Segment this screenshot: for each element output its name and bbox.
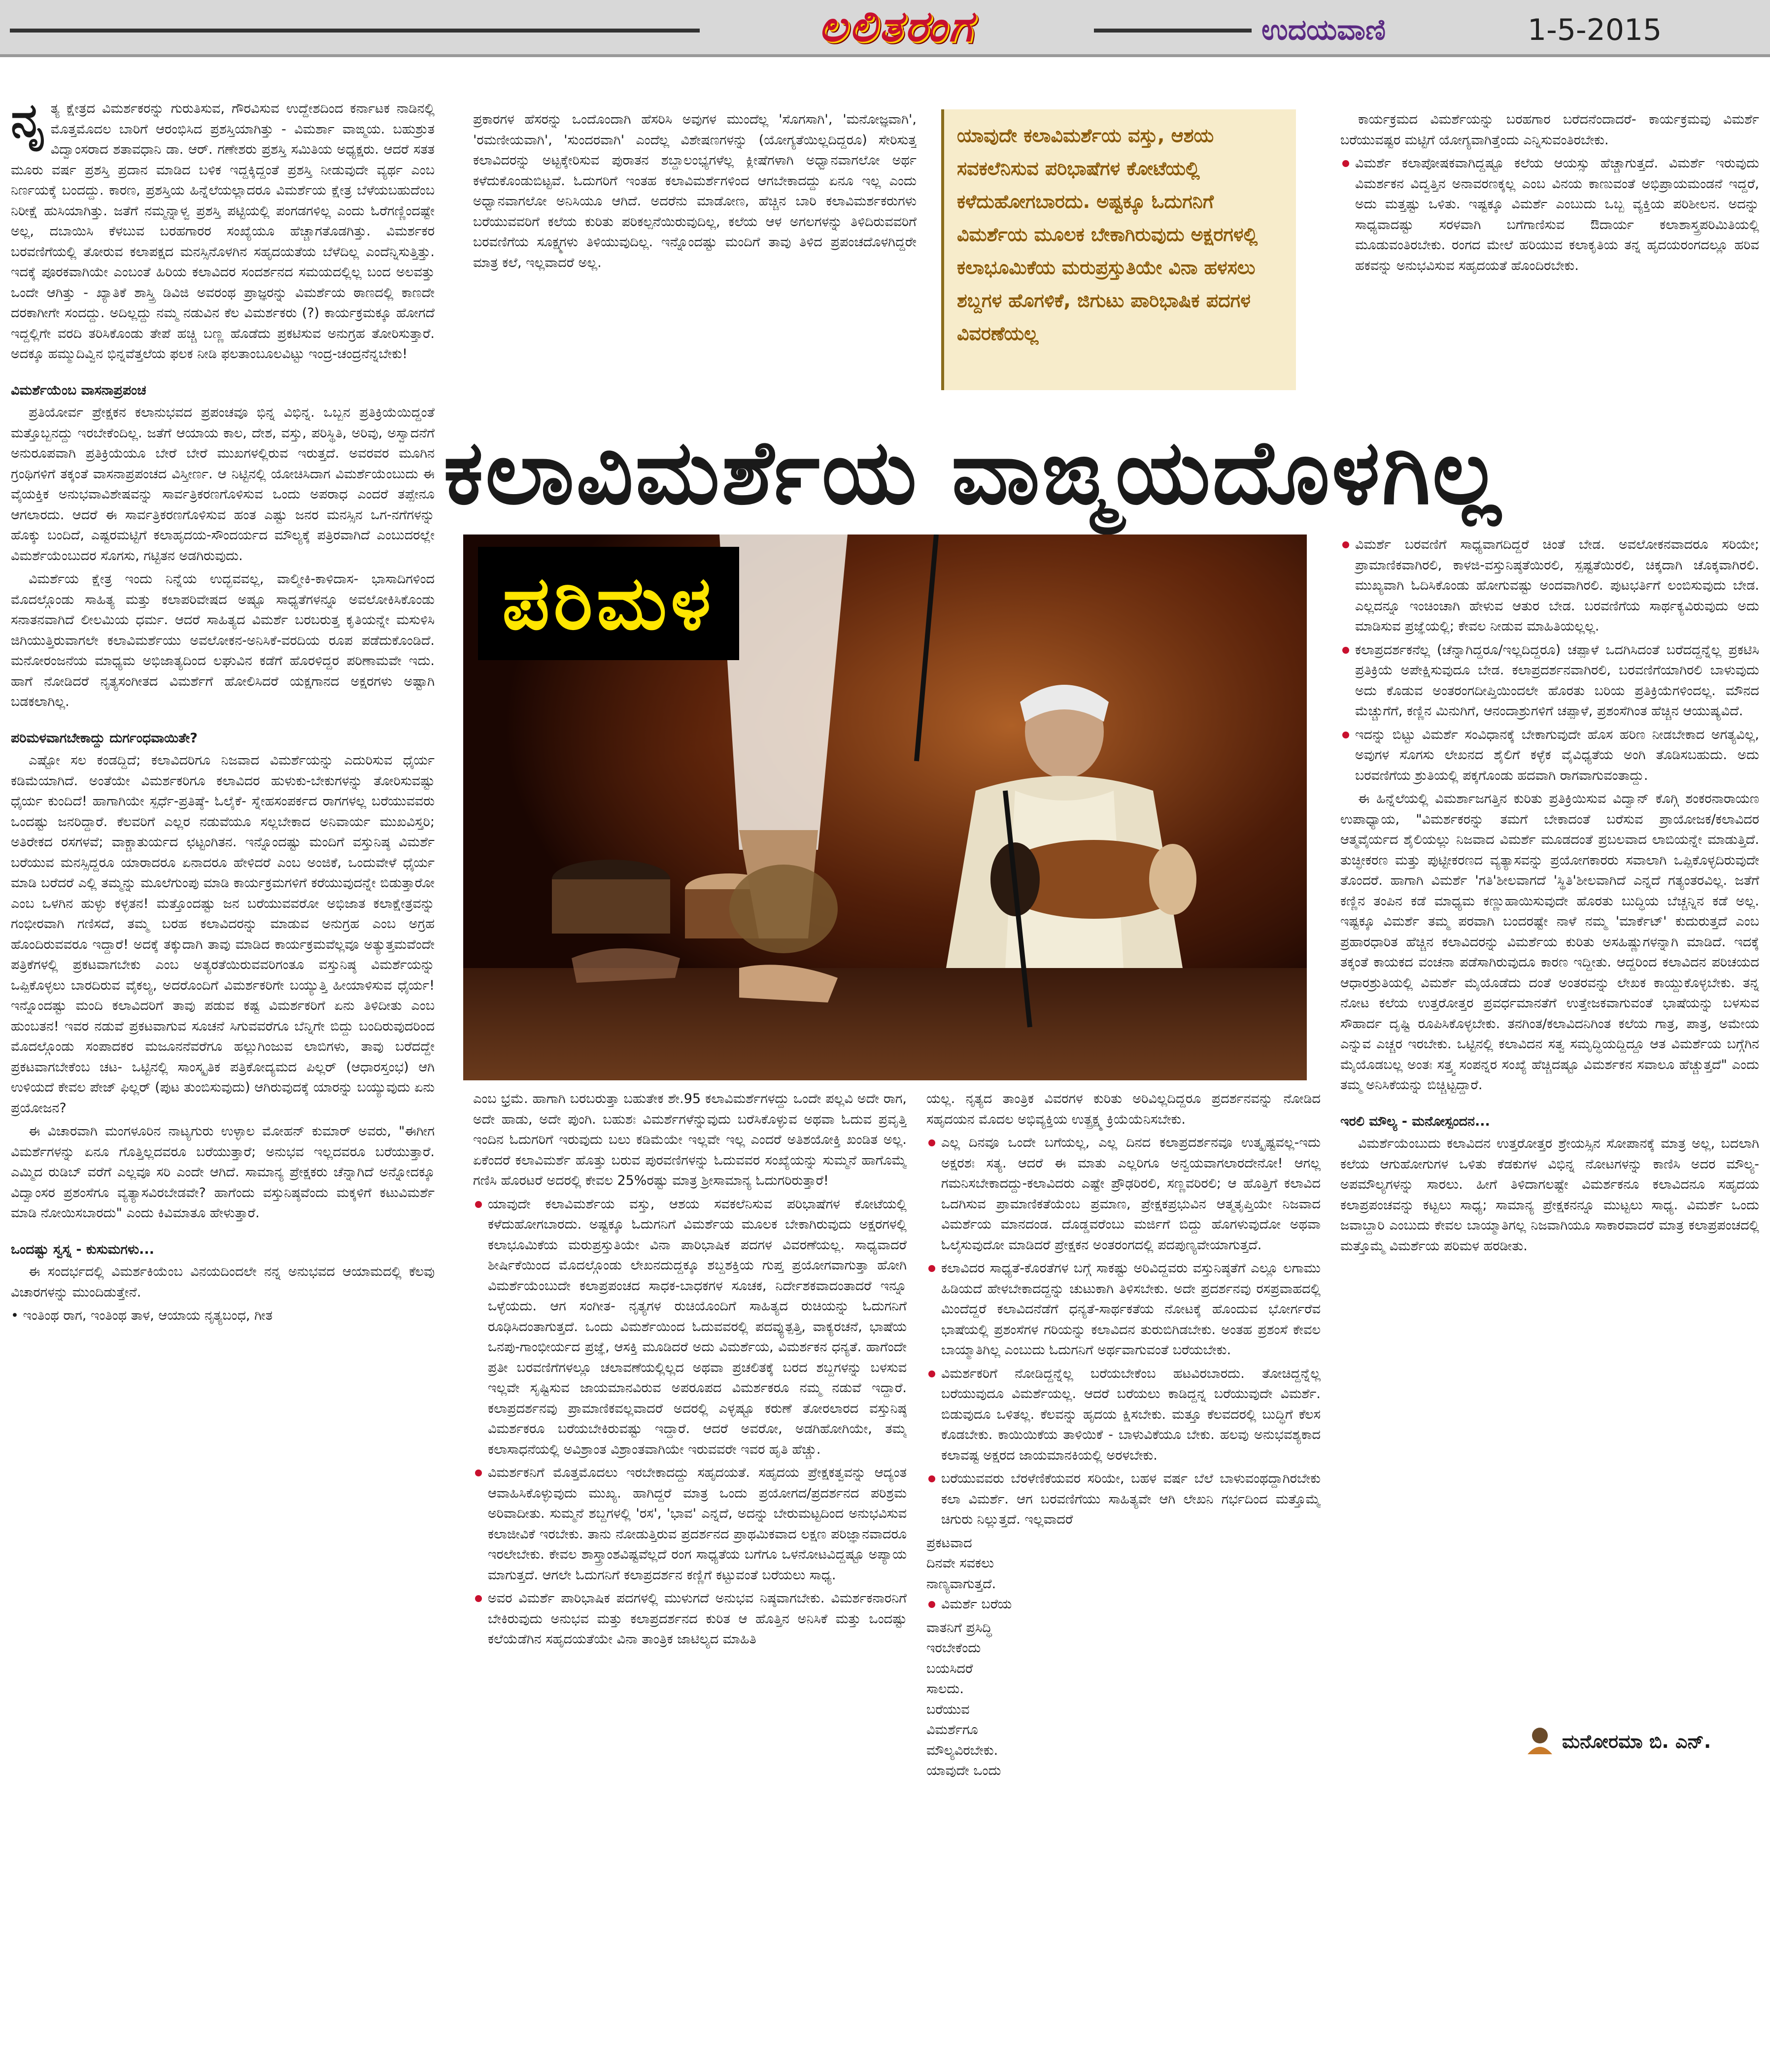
drop-cap: ನೃ [11,99,46,148]
column-4-top [1340,109,1759,405]
column-2-bottom [473,1089,907,2064]
paragraph: • ಇಂತಿಂಥ ರಾಗ, ಇಂತಿಂಥ ತಾಳ, ಆಯಾಯ ನೃತ್ಯಬಂಧ, ಗೀತ [11,1308,273,1323]
bullet-item: ಎಲ್ಲ ದಿನವೂ ಒಂದೇ ಬಗೆಯಲ್ಲ, ಎಲ್ಲ ದಿನದ ಕಲಾಪ್ರದರ್ಶನವೂ ಉತ್ಕೃಷ್ಟವಲ್ಲ-ಇದು ಅಕ್ಷರಶಃ ಸತ್ಯ. ಆದರೆ ಈ ಮಾತು ಎಲ್ಲರಿಗೂ ಅನ್ವಯವಾಗಲಾರದೇನೋ! ಆಗಲ್ಲ ಗಮನಿಸಬೇಕಾದದ್ದು-ಕಲಾವಿದರು ಎಷ್ಟೇ ಪ್ರೌಢರಿರಲಿ, ಸಣ್ಣವರಿರಲಿ; ಆ ಹೊತ್ತಿಗೆ ಕಲಾವಿದ ಒದಗಿಸುವ ಪ್ರಾಮಾಣಿಕತೆಯೆಂಬ ಪ್ರಮಾಣ, ಪ್ರೇಕ್ಷಕಪ್ರಭುವಿನ ಆತ್ಮತೃಪ್ತಿಯೇ ನಿಜವಾದ ವಿಮರ್ಶೆಯ ಮಾನದಂಡ. ದೊಡ್ಡವರೆಂಬು ಮರ್ಜಿಗೆ ಬಿದ್ದು ಹೊಗಳುವುದೋ ಅಥವಾ ಓಲೈಸುವುದೋ ಮಾಡಿದರೆ ಪ್ರೇಕ್ಷಕನ ಅಂತರಂಗದಲ್ಲಿ ಪದಪುಣ್ಯವೇಯಾಗುತ್ತದೆ. [926,1133,1321,1255]
line-item: ಯಾವುದೇ ಒಂದು [926,1763,1001,1778]
paragraph: ಕಾರ್ಯಕ್ರಮದ ವಿಮರ್ಶೆಯನ್ನು ಬರಹಗಾರ ಬರೆದನೆಂದಾದರೆ- ಕಾರ್ಯಕ್ರಮವು ವಿಮರ್ಶೆ ಬರೆಯುವಷ್ಟರ ಮಟ್ಟಿಗೆ ಯೋಗ್ಯವಾಗಿತ್ತೆಂದು ಎನ್ನಿಸುವಂತಿರಬೇಕು. [1340,112,1759,148]
ankle-bells [729,865,838,953]
line-item: ಮೌಲ್ಯವಿರಬೇಕು. [926,1742,998,1758]
section-title: ಲಲಿತರಂಗ [818,2,975,51]
author-avatar-icon [1523,1722,1557,1756]
column-4-bottom [1340,535,1759,1717]
bullet-item: ಇದನ್ನು ಬಿಟ್ಟು ವಿಮರ್ಶೆ ಸಂವಿಧಾನಕ್ಕೆ ಬೇಕಾಗುವುದೇ ಹೊಸ ಹರಿಣ ನೀಡಬೇಕಾದ ಅಗತ್ಯವಿಲ್ಲ, ಅವುಗಳ ಸೊಗಸು ಲೇಖನದ ಶೈಲಿಗೆ ಕಳ್ಳೆಕ ವೈವಿಧ್ಯತೆಯ ಅಂಗಿ ತೊಡಿಸಬಹುದು. ಅದು ಬರವಣಿಗೆಯ ಶ್ರುತಿಯಲ್ಲಿ ಪಕ್ಕಗೊಂಡು ಹದವಾಗಿ ರಾಗವಾಗುವಂತಾದ್ದು. [1340,725,1759,786]
kicker-label: ಪರಿಮಳ [478,547,739,660]
bullet-item: ವಿಮರ್ಶೆ ಕಲಾಪೋಷಕವಾಗಿದ್ದಷ್ಟೂ ಕಲೆಯ ಆಯಸ್ಸು ಹೆಚ್ಚಾಗುತ್ತದೆ. ವಿಮರ್ಶೆ ಇರುವುದು ವಿಮರ್ಶಕನ ವಿದ್ವತ್ತಿನ ಅನಾವರಣಕ್ಕಲ್ಲ ಎಂಬ ವಿನಯ ಕಾಣುವಂತೆ ಅಭಿಪ್ರಾಯಮಂಡನೆ ಇದ್ದರೆ, ಅದು ಮತ್ತಷ್ಟು ಒಳಿತು. ಇಷ್ಟಕ್ಕೂ ವಿಮರ್ಶೆ ಎಂಬುದು ಒಬ್ಬ ವ್ಯಕ್ತಿಯ ಪರಿಶೀಲನ. ಅದನ್ನು ಸಾಧ್ಯವಾದಷ್ಟು ಸರಳವಾಗಿ ಬಗೆಗಾಣಿಸುವ ಔದಾರ್ಯ ಕಲಾಶಾಸ್ತ್ರಪರಿಮಿತಿಯಲ್ಲಿ ಮೂಡುವಂತಿರಬೇಕು. ರಂಗದ ಮೇಲೆ ಹರಿಯುವ ಕಲಾಕೃತಿಯ ತನ್ನ ಹೃದಯರಂಗದಲ್ಲೂ ಹರಿವ ಹಕವನ್ನು ಅನುಭವಿಸುವ ಸಹೃದಯತೆ ಹೊಂದಿರಬೇಕು. [1340,153,1759,276]
issue-date: 1-5-2015 [1528,13,1662,47]
byline: ಮನೋರಮಾ ಬಿ. ಎನ್. [1562,1731,1711,1752]
subhead: ಒಂದಷ್ಟು ಸ್ವಸ್ನ - ಕುಸುಮಗಳು... [11,1241,154,1257]
headline: ಕಲಾವಿಮರ್ಶೆಯ ವಾಙ್ಮಯದೊಳಗಿಲ್ಲ [443,421,1502,524]
paragraph: ಈ ಹಿನ್ನೆಲೆಯಲ್ಲಿ ವಿಮರ್ಶಾಜಗತ್ತಿನ ಕುರಿತು ಪ್ರತಿಕ್ರಿಯಿಸುವ ವಿದ್ವಾನ್ ಕೊಗ್ಗಿ ಶಂಕರನಾರಾಯಣ ಉಪಾಧ್ಯಾಯ, "ವಿಮರ್ಶಕರನ್ನು ತಮಗೆ ಬೇಕಾದಂತೆ ಬರೆಸುವ ಪ್ರಾಯೋಜಕ/ಕಲಾವಿದರ ಆತ್ಮವೈರ್ಯದ ಶೈಲಿಯಲ್ಲು ನಿಜವಾದ ವಿಮರ್ಶೆ ಮೂಡದಂತೆ ಪ್ರಬಲವಾದ ಲಾಬಿಯನ್ನೇ ಮಾಡುತ್ತಿದೆ. ತುಚ್ಛೀಕರಣ ಮತ್ತು ಪುಟ್ಟೀಕರಣದ ವ್ಯತ್ಯಾಸವನ್ನು ಪ್ರಯೋಗಕಾರರು ಸವಾಲಾಗಿ ಒಪ್ಪಿಕೊಳ್ಳದಿರುವುದೇ ತೊಂದರೆ. ಹಾಗಾಗಿ ವಿಮರ್ಶೆ 'ಗತಿ'ಶೀಲವಾಗದೆ 'ಸ್ಥಿತಿ'ಶೀಲವಾಗಿದೆ ಎನ್ನದೆ ಗತ್ಯಂತರವಿಲ್ಲ. ಜತೆಗೆ ಕಣ್ಣಿನ ತಂಪಿನ ಕಡೆ ಮಾಧ್ಯಮ ಕಣ್ಣುಹಾಯಿಸುವುದೇ ಹೊರತು ಬುದ್ಧಿಯ ಬೆಚ್ಚನ್ನಿನ ಕಡೆ ಅಲ್ಲ. ಇಷ್ಟಕ್ಕೂ ವಿಮರ್ಶೆ ತಮ್ಮ ಪರವಾಗಿ ಬಂದರಷ್ಟೇ ನಾಳೆ ನಮ್ಮ 'ಮಾರ್ಕೆಟ್' ಕುದುರುತ್ತದೆ ಎಂಬ ಪ್ರಹಾರಧಾರಿತ ಹೆಚ್ಚಿನ ಕಲಾವಿದರನ್ನು ವಿಮರ್ಶೆಯ ಕುರಿತು ಅಸಹಿಷ್ಣುಗಳನ್ನಾಗಿ ಮಾಡಿದೆ. ಇದಕ್ಕೆ ತಕ್ಕಂತೆ ಕಾಯಕದ ವಂಚನಾ ಪಡೆಸಾಗಿರುವುದೂ ಕಾರಣ ಇದ್ದೀತು. ಆದ್ದರಿಂದ ಕಲಾವಿದನ ಪರಿಚಯದ ಆಧಾರಶ್ರುತಿಯಲ್ಲಿ ವಿಮರ್ಶೆ ಮೈಯೊಡೆದು ದಂತೆ ಅಂತರವನ್ನು ಲೇಖಕ ಕಾಯ್ದುಕೊಳ್ಳಬೇಕು. ತನ್ನ ನೋಟ ಕಲೆಯ ಉತ್ತರೋತ್ತರ ಪ್ರವರ್ಧಮಾನತೆಗೆ ಉತ್ತೇಜಕವಾಗುವಂತೆ ಭಾಷೆಯನ್ನು ಬಳಸುವ ಸೌಹಾರ್ದ ದೃಷ್ಟಿ ರೂಪಿಸಿಕೊಳ್ಳಬೇಕು. ತನಗಿಂತ/ಕಲಾವಿದನಿಗಿಂತ ಕಲೆಯ ಗಾತ್ರ, ಪಾತ್ರ, ಅಮೇಯ ಎನ್ನುವ ಎಚ್ಚರ ಇರಬೇಕು. ಒಟ್ಟಿನಲ್ಲಿ ಕಲಾವಿದನ ಸತ್ವ ಸಮೃದ್ಧಿಯದ್ದಿದ್ದೂ ಆತ ವಿಮರ್ಶೆಯ ಬಗ್ಗೆಗಿನ ಮೈಯೊಡಬಲ್ಲ ಅಂತಃ ಸತ್ತ್ವ ಸಂಪನ್ನರ ಸಂಖ್ಯೆ ಹೆಚ್ಚಿದಷ್ಟೂ ವಿಮರ್ಶಕನ ಸವಾಲೂ ಹೆಚ್ಚುತ್ತದೆ" ಎಂದು ತಮ್ಮ ಅನಿಸಿಕೆಯನ್ನು ಬಿಚ್ಚಿಟ್ಟದ್ದಾರೆ. [1340,791,1759,1093]
bullet-item: ಕಲಾವಿದರ ಸಾಧ್ಯತೆ-ಕೊರತೆಗಳ ಬಗ್ಗೆ ಸಾಕಷ್ಟು ಅರಿವಿದ್ದವರು ವಸ್ತುನಿಷ್ಠತೆಗೆ ಎಲ್ಲೂ ಲಗಾಮು ಹಿಡಿಯದೆ ಹೇಳಬೇಕಾದದ್ದನ್ನು ಚುಟುಕಾಗಿ ತಿಳಿಸಬೇಕು. ಅದೇ ಪ್ರದರ್ಶನವು ರಸಪ್ರವಾಹದಲ್ಲಿ ಮಿಂದೆದ್ದರೆ ಕಲಾವಿದನೆಡೆಗೆ ಧನ್ಯತೆ-ಸಾರ್ಥಕತೆಯ ನೋಟಕ್ಕೆ ಹೊಂದುವ ಭೋರ್ಗರೆವ ಭಾಷೆಯಲ್ಲಿ ಪ್ರಶಂಸೆಗಳ ಗರಿಯನ್ನು ಕಲಾವಿದನ ತುರುಬಿಗಿಡಬೇಕು. ಅಂತಹ ಪ್ರಶಂಸೆ ಕೇವಲ ಬಾಯ್ಮಾತಿಗಿಲ್ಲ ಎಂಬುದು ಓದುಗನಿಗೆ ಅರ್ಥವಾಗುವಂತೆ ಬರೆಯಬೇಕು. [926,1258,1321,1361]
bullet-list [926,1133,1321,1530]
bullet-list [1340,153,1759,276]
bullet-item: ವಿಮರ್ಶಕನಿಗೆ ಮೊತ್ತಮೊದಲು ಇರಬೇಕಾದದ್ದು ಸಹೃದಯತೆ. ಸಹೃದಯ ಪ್ರೇಕ್ಷಕತ್ವವನ್ನು ಆದ್ಯಂತ ಆವಾಹಿಸಿಕೊಳ್ಳುವುದು ಮುಖ್ಯ. ಹಾಗಿದ್ದರೆ ಮಾತ್ರ ಒಂದು ಪ್ರಯೋಗದ/ಪ್ರದರ್ಶನದ ಪರಿಶ್ರಮ ಅರಿವಾದೀತು. ಸುಮ್ಮನೆ ಶಬ್ದಗಳಲ್ಲಿ 'ರಸ', 'ಭಾವ' ಎನ್ನದೆ, ಅದನ್ನು ಬೇರುಮಟ್ಟದಿಂದ ಅನುಭವಿಸುವ ಕಲಾಜೀವಿಕೆ ಇರಬೇಕು. ತಾನು ನೋಡುತ್ತಿರುವ ಪ್ರದರ್ಶನದ ಪ್ರಾಥಮಿಕವಾದ ಲಕ್ಷಣ ಪರಿಜ್ಞಾನವಾದರೂ ಇರಲೇಬೇಕು. ಕೇವಲ ಶಾಸ್ತ್ರಾಂಶವಿಷ್ಟವೆಲ್ಲದೆ ರಂಗ ಸಾಧ್ಯತೆಯ ಬಗೆಗೂ ಒಳನೋಟವಿದ್ದಷ್ಟೂ ಅಪ್ಯಾಯ ಮಾಗುತ್ತದೆ. ಆಗಲೇ ಓದುಗನಿಗೆ ಕಲಾಪ್ರದರ್ಶನ ಕಣ್ಣಿಗೆ ಕಟ್ಟುವಂತೆ ಬರೆಯಲು ಸಾಧ್ಯ. [473,1463,907,1585]
bullet-item: ವಿಮರ್ಶೆ ಬರವಣಿಗೆ ಸಾಧ್ಯವಾಗದಿದ್ದರೆ ಚಿಂತೆ ಬೇಡ. ಅವಲೋಕನವಾದರೂ ಸರಿಯೇ; ಪ್ರಾಮಾಣಿಕವಾಗಿರಲಿ, ಕಾಳಜಿ-ವಸ್ತುನಿಷ್ಠತೆಯಿರಲಿ, ಸ್ಪಷ್ಟತೆಯಿರಲಿ, ಚಿಕ್ಕದಾಗಿ ಚೊಕ್ಕವಾಗಿರಲಿ. ಮುಖ್ಯವಾಗಿ ಓದಿಸಿಕೊಂಡು ಹೋಗುವಷ್ಟು ಅಂದವಾಗಿರಲಿ. ಪುಟಭರ್ತಿಗೆ ಲಂಬಿಸುವುದು ಬೇಡ. ಎಲ್ಲದನ್ನೂ ಇಂಚಿಂಚಾಗಿ ಹೇಳುವ ಆತುರ ಬೇಡ. ಬರವಣಿಗೆಯ ಸಾರ್ಥಕ್ಯವಿರುವುದು ಅದು ಮಾಡಿಸುವ ಪ್ರಜ್ಞೆಯಲ್ಲಿ; ಕೇವಲ ನೀಡುವ ಮಾಹಿತಿಯಲ್ಲಲ್ಲ. [1340,535,1759,637]
bullet-item: ಬರೆಯುವವರು ಬೆರಳೆಣಿಕೆಯವರ ಸರಿಯೇ, ಬಹಳ ವರ್ಷ ಬೆಲೆ ಬಾಳುವಂಥದ್ದಾಗಿರಬೇಕು ಕಲಾ ವಿಮರ್ಶೆ. ಆಗ ಬರವಣಿಗೆಯು ಸಾಹಿತ್ಯವೇ ಆಗಿ ಲೇಖನಿ ಗರ್ಭದಿಂದ ಮತ್ತೊಮ್ಮೆ ಚಿಗುರು ನಿಲ್ಲುತ್ತದೆ. ಇಲ್ಲವಾದರೆ [926,1469,1321,1530]
paragraph: ಈ ವಿಚಾರವಾಗಿ ಮಂಗಳೂರಿನ ನಾಟ್ಯಗುರು ಉಳ್ಳಾಲ ಮೋಹನ್ ಕುಮಾರ್ ಅವರು, "ಈಗೀಗ ವಿಮರ್ಶೆಗಳನ್ನು ಏನೂ ಗೊತ್ತಿಲ್ಲದವರೂ ಬರೆಯುತ್ತಾರೆ; ಅನುಭವ ಇಲ್ಲದವರೂ ಬರೆಯುತ್ತಾರೆ. ಎಮ್ಮಿದ ರುಡಿಬ್‍ ವರೆಗೆ ಎಲ್ಲವೂ ಸರಿ ಎಂದೇ ಆಗಿದೆ. ಸಾಮಾನ್ಯ ಪ್ರೇಕ್ಷಕರು ಚೆನ್ನಾಗಿದೆ ಅನ್ನೋದಕ್ಕೂ ವಿದ್ವಾಂಸರ ಪ್ರಶಂಸೆಗೂ ವ್ಯತ್ಯಾಸವಿರಬೇಡವೇ? ಹಾಗೆಂದು ವಸ್ತುನಿಷ್ಠವೆಂದು ಮಕ್ಕಳಿಗೆ ಕಟುವಿಮರ್ಶೆ ಮಾಡಿ ನೋಯಿಸಬಾರದು" ಎಂದು ಕಿವಿಮಾತೂ ಹೇಳುತ್ತಾರೆ. [11,1124,435,1221]
line-item: ಸಾಲದು. [926,1681,964,1697]
bullet-item: ಕಲಾಪ್ರದರ್ಶಕನೆಲ್ಲ (ಚೆನ್ನಾಗಿದ್ದರೂ/ಇಲ್ಲದಿದ್ದರೂ) ಚಪ್ಪಾಳೆ ಒದಗಿಸಿದಂತೆ ಬರೆದದ್ದನ್ನೆಲ್ಲ ಪ್ರಕಟಿಸಿ ಪ್ರತಿಕ್ರಿಯೆ ಅಪೇಕ್ಷಿಸುವುದೂ ಬೇಡ. ಕಲಾಪ್ರದರ್ಶನವಾಗಿರಲಿ, ಬರವಣಿಗೆಯಾಗಿರಲಿ ಬಾಳುವುದು ಅದು ಕೊಡುವ ಅಂತರಂಗದೀಪ್ತಿಯಿಂದಲೇ ಹೊರತು ಬರಿಯ ಪ್ರತಿಕ್ರಿಯೆಗಳಿಂದಲ್ಲ. ಮೌನದ ಮೆಚ್ಚುಗೆಗೆ, ಕಣ್ಣಿನ ಮಿನುಗಿಗೆ, ಆನಂದಾಶ್ರುಗಳಿಗೆ ಚಪ್ಪಾಳೆ, ಪ್ರಶಂಸೆಗಿಂತ ಹೆಚ್ಚಿನ ಆಯುಷ್ಯವಿದೆ. [1340,640,1759,722]
paragraph: ಯಲ್ಲ. ನೃತ್ಯದ ತಾಂತ್ರಿಕ ವಿವರಗಳ ಕುರಿತು ಅರಿವಿಲ್ಲದಿದ್ದರೂ ಪ್ರದರ್ಶನವನ್ನು ನೋಡಿದ ಸಹೃದಯನ ಮೊದಲ ಅಭಿವ್ಯಕ್ತಿಯ ಉತ್ಪ್ರಕ್ಷ್ಮ ಕ್ರಿಯೆಯೆನಿಸಬೇಕು. [926,1091,1321,1127]
newspaper-name: ಉದಯವಾಣಿ [1261,13,1386,46]
paragraph: ಎಷ್ಟೋ ಸಲ ಕಂಡದ್ದಿದೆ; ಕಲಾವಿದರಿಗೂ ನಿಜವಾದ ವಿಮರ್ಶೆಯನ್ನು ಎದುರಿಸುವ ಧೈರ್ಯ ಕಡಿಮೆಯಾಗಿದೆ. ಅಂತೆಯೇ ವಿಮರ್ಶಕರಿಗೂ ಕಲಾವಿದರ ಹುಳುಕು-ಬೇಕುಗಳನ್ನು ತೋರಿಸುವಷ್ಟು ಧೈರ್ಯ ಕುಂದಿದೆ! ಹಾಗಾಗಿಯೇ ಸ್ಪರ್ಧೆ-ಪ್ರತಿಷ್ಠೆ- ಓಲೈಕೆ- ಸ್ನೇಹಸಂಪರ್ಕದ ರಾಗಗಳಲ್ಲ ಬರೆಯುವವರು ಒಂದಷ್ಟು ಜನರಿದ್ದಾರೆ. ಕೆಲವರಿಗೆ ಎಲ್ಲರ ನಡುವೆಯೂ ಸಲ್ಲಬೇಕಾದ ಅನಿವಾರ್ಯ ಮುಖವಿಸ್ತರಿ; ಅತಿರೇಕದ ರಸಗಳವೆ; ವಾಕ್ಚಾತುರ್ಯದ ಛಟ್ಟಂಗಿತನ. ಇನ್ನೊಂದಷ್ಟು ಮಂದಿಗೆ ವಸ್ತುನಿಷ್ಠ ವಿಮರ್ಶೆ ಬರೆಯುವ ಮನಸ್ಸಿದ್ದರೂ ಯಾರಾದರೂ ಏನಾದರೂ ಹೇಳಿದರೆ ಎಂಬ ಅಂಜಿಕೆ, ಒಂದುವೇಳೆ ಧೈರ್ಯ ಮಾಡಿ ಬರೆದರೆ ಎಲ್ಲಿ ತಮ್ಮನ್ನು ಮೂಲೆಗುಂಪು ಮಾಡಿ ಕಾರ್ಯಕ್ರಮಗಳಿಗೆ ಕರೆಯುವುದನ್ನೇ ಬಿಡುತ್ತಾರೋ ಎಂಬ ಒಳಗಿನ ಹುಳ್ಳು ಕಳ್ಳತನ! ಮತ್ತೊಂದಷ್ಟು ಜನ ಬರೆಯುವವರೋ ಅಭಿಜಾತ ಕಲಾಕ್ಷೇತ್ರವನ್ನು ಗಂಭೀರವಾಗಿ ಗಣಿಸದೆ, ತಮ್ಮ ಬರಹ ಕಲಾವಿದರನ್ನು ಮಾಡುವ ಅನುಗ್ರಹ ಎಂಬ ಅಗ್ರಹ ಹೊಂದಿರುವವರೂ ಇದ್ದಾರೆ! ಅದಕ್ಕೆ ತಕ್ಕುದಾಗಿ ತಾವು ಮಾಡಿದ ಕಾರ್ಯಕ್ರಮವೆಲ್ಲವೂ ಅತ್ಯುತ್ತಮವೆಂದೇ ಪತ್ರಿಕೆಗಳಲ್ಲಿ ಪ್ರಕಟವಾಗಬೇಕು ಎಂಬ ಅತ್ಯರತೆಯಿರುವವರಿಗಂತೂ ವಸ್ತುನಿಷ್ಠ ವಿಮರ್ಶೆಯನ್ನು ಒಪ್ಪಿಕೊಳ್ಳಲು ಬಾರದಿರುವ ವೈಕಲ್ಯ, ಅದರೊಂದಿಗೆ ವಿಮರ್ಶಕರಿಗೇ ಬಯ್ಯುತ್ತಿ ಹೀಯಾಳಿಸುವ ಧೈರ್ಯ! ಇನ್ನೊಂದಷ್ಟು ಮಂದಿ ಕಲಾವಿದರಿಗೆ ತಾವು ಪಡುವ ಕಷ್ಟ ವಿಮರ್ಶಕರಿಗೆ ಏನು ತಿಳಿದೀತು ಎಂಬ ಹುಂಬತನ! ಇವರ ನಡುವೆ ಪ್ರಕಟವಾಗುವ ಸೂಚನೆ ಸಿಗುವವರೆಗೂ ಬೆನ್ನಿಗೇ ಬಿದ್ದು ಬಂದಿರುವುದರಿಂದ ಮೊದಲ್ಗೊಂಡು ಸಂಪಾದಕರ ಮಜೂನನೆವರೆಗೂ ಹಲ್ಲುಗಿಂಜುವ ಲಾಬಿಗಳು, ತಾವು ಬರೆದದ್ದೇ ಪ್ರಕಟವಾಗಬೇಕೆಂಬ ಚಟ- ಒಟ್ಟಿನಲ್ಲಿ ಸಾಂಸ್ಕೃತಿಕ ಪತ್ರಿಕೋದ್ಯಮದ ಪಿಲ್ಲರ್ (ಆಧಾರಸ್ತಂಭ) ಆಗಿ ಉಳಿಯದೆ ಕೇವಲ ಪೇಜ್ ಫಿಲ್ಲರ್ (ಪುಟ ತುಂಬಿಸುವುದು) ಆಗಿರುವುದಕ್ಕೆ ಯಾರನ್ನು ಬಯ್ಯುವುದು ಏನು ಪ್ರಯೋಜನ? [11,753,435,1116]
line-item: ದಿನವೇ ಸವಕಲು [926,1556,994,1571]
bullet-list [473,1194,907,1650]
subhead: ವಿಮರ್ಶೆಯೆಂಬ ವಾಸನಾಪ್ರಪಂಚ [11,382,146,398]
paragraph: ವಿಮರ್ಶೆಯೆಂಬುದು ಕಲಾವಿದನ ಉತ್ತರೋತ್ತರ ಶ್ರೇಯಸ್ಸಿನ ಸೋಪಾನಕ್ಕೆ ಮಾತ್ರ ಅಲ್ಲ, ಬದಲಾಗಿ ಕಲೆಯ ಆಗುಹೋಗುಗಳ ಒಳಿತು ಕೆಡಕುಗಳ ವಿಭಿನ್ನ ನೋಟಗಳನ್ನು ಕಾಣಿಸಿ ಅದರ ಮೌಲ್ಯ-ಅಪಮೌಲ್ಯಗಳನ್ನು ಸಾರಲು. ಹೀಗೆ ತಿಳಿದಾಗಲಷ್ಟೇ ವಿಮರ್ಶಕನೂ ಕಲಾವಿದನೂ ಸಹೃದಯ ಕಲಾಪ್ರಪಂಚವನ್ನು ಕಟ್ಟಲು ಸಾಧ್ಯ; ಸಾಮಾನ್ಯ ಪ್ರೇಕ್ಷಕನನ್ನೂ ಮುಟ್ಟಲು ಸಾಧ್ಯ. ವಿಮರ್ಶೆ ಒಂದು ಜವಾಬ್ದಾರಿ ಎಂಬುದು ಕೇವಲ ಬಾಯ್ಮಾತಿಗಲ್ಲ ನಿಜವಾಗಿಯೂ ಸಾಕಾರವಾದರೆ ಮಾತ್ರ ಕಲಾಪ್ರಪಂಚದಲ್ಲಿ ಮತ್ತೊಮ್ಮೆ ವಿಮರ್ಶೆಯ ಪರಿಮಳ ಹರಡೀತು. [1340,1136,1759,1254]
line-item: ವಿಮರ್ಶೆಗೂ [926,1722,978,1738]
column-2-top [473,109,917,405]
bullet-item: ವಿಮರ್ಶಕರಿಗೆ ನೋಡಿದ್ದನ್ನೆಲ್ಲ ಬರೆಯಬೇಕೆಂಬ ಹಟವಿರಬಾರದು. ತೋಚಿದ್ದನ್ನೆಲ್ಲ ಬರೆಯುವುದೂ ವಿಮರ್ಶೆಯಲ್ಲ. ಆದರೆ ಬರೆಯಲು ಕಾಡಿದ್ದನ್ನ ಬರೆಯುವುದೇ ವಿಮರ್ಶೆ. ಬಿಡುವುದೂ ಒಳಿತಲ್ಲ. ಕೆಲವನ್ನು ಹೃದಯ ಕ್ಷಿಸಬೇಕು. ಮತ್ತೂ ಕೆಲವದರಲ್ಲಿ ಬುದ್ಧಿಗೆ ಕೆಲಸ ಕೊಡಬೇಕು. ಕಾಯಿಯಿಕೆಯ ತಾಳಿಯಿಕೆ - ಬಾಳುವಿಕೆಯೂ ಬೇಕು. ಹಲವು ಅನುಭವಶ್ಯಕಾದ ಕಲಾವಷ್ಟ ಅಕ್ಷರದ ಜಾಯಮಾನಕಿಯಲ್ಲಿ ಅರಳಬೇಕು. [926,1364,1321,1466]
line-list [926,1618,1321,1781]
masthead-rule-right [1094,29,1252,33]
line-item: ನಾಣ್ಯವಾಗುತ್ತದೆ. [926,1576,996,1592]
bullet-item: ಯಾವುದೇ ಕಲಾವಿಮರ್ಶೆಯ ವಸ್ತು, ಆಶಯ ಸವಕಲೆನಿಸುವ ಪರಿಭಾಷೆಗಳ ಕೋಟೆಯಲ್ಲಿ ಕಳೆದುಹೋಗಬಾರದು. ಅಷ್ಟಕ್ಕೂ ಓದುಗನಿಗೆ ವಿಮರ್ಶೆಯ ಮೂಲಕ ಬೇಕಾಗಿರುವುದು ಅಕ್ಷರಗಳಲ್ಲಿ ಕಲಾಭೂಮಿಕೆಯ ಮರುಪ್ರಸ್ತುತಿಯೇ ವಿನಾ ಪಾರಿಭಾಷಿಕ ಪದಗಳ ವಿವರಣೆಯಲ್ಲ. ಸಾಧ್ಯವಾದರೆ ಶೀರ್ಷಿಕೆಯಿಂದ ಮೊದಲ್ಗೊಂಡು ಲೇಖನದುದ್ದಕ್ಕೂ ಶಬ್ದಶಕ್ತಿಯ ಗುಪ್ತ ಪ್ರಯೋಗವಾಗುತ್ತಾ ಹೋಗಿ ವಿಮರ್ಶೆಯೆಂಬುದೇ ಕಲಾಪ್ರಪಂಚದ ಸಾಧಕ-ಬಾಧಕಗಳ ಸೂಚಕ, ನಿರ್ದೇಶಕವಾದಂತಾದರೆ ಇನ್ನೂ ಒಳ್ಳೆಯದು. ಆಗ ಸಂಗೀತ- ನೃತ್ಯಗಳ ರುಚಿಯೊಂದಿಗೆ ಸಾಹಿತ್ಯದ ರುಚಿಯನ್ನು ಓದುಗನಿಗೆ ರೂಢಿಸಿದಂತಾಗುತ್ತದೆ. ಒಂದು ವಿಮರ್ಶೆಯಿಂದ ಓದುವವರಲ್ಲಿ ಪದವ್ಯುತ್ಪತ್ತಿ, ವಾಕ್ಯರಚನೆ, ಭಾಷೆಯ ಒನಪು-ಗಾಂಭೀರ್ಯದ ಪ್ರಜ್ಞೆ, ಆಸಕ್ತಿ ಮೂಡಿದರೆ ಅದು ವಿಮರ್ಶೆಯ, ವಿಮರ್ಶಕನ ಧನ್ಯತೆ. ಹಾಗೆಂದೇ ಪ್ರತೀ ಬರವಣಿಗೆಗಳಲ್ಲೂ ಚಲಾವಣೆಯಲ್ಲಿಲ್ಲದ ಅಥವಾ ಪ್ರಚಲಿತಕ್ಕೆ ಬರದ ಶಬ್ದಗಳನ್ನು ಬಳಸುವ ಇಲ್ಲವೇ ಸೃಷ್ಟಿಸುವ ಜಾಯಮಾನವಿರುವ ಅಪರೂಪದ ವಿಮರ್ಶಕರೂ ನಮ್ಮ ನಡುವೆ ಇದ್ದಾರೆ. ಕಲಾಪ್ರದರ್ಶನವು ಪ್ರಾಮಾಣಿಕವಲ್ಲವಾದರೆ ಅದರಲ್ಲಿ ಎಳ್ಳಷ್ಟೂ ಕರುಣೆ ತೋರಲಾರದ ವಸ್ತುನಿಷ್ಠ ವಿಮರ್ಶಕರೂ ಬರೆಯಬೇಕಿರುವಷ್ಟು ಇದ್ದಾರೆ. ಆದರೆ ಅವರೋ, ಅಡಗಿಹೋಗಿಯೇ, ತಮ್ಮ ಕಲಾಸಾಧನೆಯಲ್ಲಿ ಅವಿಶ್ರಾಂತ ವಿಶ್ರಾಂತವಾಗಿಯೇ ಇರುವವರೇ ಇವರ ಹೃತಿ ಹೆಚ್ಚು. [473,1194,907,1460]
article-intro: ನೃತ್ಯ ಕ್ಷೇತ್ರದ ವಿಮರ್ಶಕರನ್ನು ಗುರುತಿಸುವ, ಗೌರವಿಸುವ ಉದ್ದೇಶದಿಂದ ಕರ್ನಾಟಕ ನಾಡಿನಲ್ಲಿ ಮೊತ್ತಮೊದಲ ಬಾರಿಗೆ ಆರಂಭಿಸಿದ ಪ್ರಶಸ್ತಿಯಾಗಿತ್ತು - ವಿಮರ್ಶಾ ವಾಙ್ಮಯ. ಬಹುಶ್ರುತ ವಿದ್ವಾಂಸರಾದ ಶತಾವಧಾನಿ ಡಾ. ಆರ್. ಗಣೇಶರು ಪ್ರಶಸ್ತಿ ಸಮಿತಿಯ ಅಧ್ಯಕ್ಷರು. ಆದರೆ ಸತತ ಮೂರು ವರ್ಷ ಪ್ರಶಸ್ತಿ ಪ್ರದಾನ ಮಾಡಿದ ಬಳಿಕ ಇದ್ದಕ್ಕಿದ್ದಂತೆ ಪ್ರಶಸ್ತಿ ನೀಡುವುದೇ ವ್ಯರ್ಥ ಎಂಬ ನಿರ್ಣಯಕ್ಕೆ ಬಂದದ್ದು. ಕಾರಣ, ಪ್ರಶಸ್ತಿಯ ಹಿನ್ನೆಲೆಯಲ್ಲಾದರೂ ವಿಮರ್ಶೆಯ ಕ್ಷೇತ್ರ ಬೆಳೆಯಬಹುದೆಂಬ ನಿರೀಕ್ಷೆ ಹುಸಿಯಾಗಿತ್ತು. ಜತೆಗೆ ನಮ್ಮನ್ನಾಳ್ವ ಪ್ರಶಸ್ತಿ ಪಟ್ಟಿಯಲ್ಲಿ ಪಂಗಡಗಳಿಲ್ಲ ಎಂದು ಓರೆಗಣ್ಣಿಂದಷ್ಟೇ ಅಲ್ಲ, ದಬಾಯಿಸಿ ಕೆಳಬುವ ಬರಹಗಾರರ ಸಂಖ್ಯೆಯೂ ಹೆಚ್ಚಾಗತೊಡಗಿತ್ತು. ವಿಮರ್ಶಕರ ಬರವಣಿಗೆಯಲ್ಲಿ ತೋರುವ ಕಲಾಪಕ್ಷದ ಮನಸ್ಸಿನೊಳಗಿನ ಸಹೃದಯತೆಯ ಬೆಳೆದಿಲ್ಲ ಎಂದೆನ್ನಿಸುತ್ತಿತ್ತು. ಇದಕ್ಕೆ ಪೂರಕವಾಗಿಯೇ ಎಂಬಂತೆ ಹಿರಿಯ ಕಲಾವಿದರ ಸಂದರ್ಶನದ ಸಮಯದಲ್ಲಿಲ್ಲ ಬಂದ ಅಲವತ್ತು ಒಂದೇ ಆಗಿತ್ತು - ಖ್ಯಾತಿಕೆ ಶಾಸ್ತ್ರಿ ಡಿವಿಜಿ ಅವರಂಥ ಪ್ರಾಜ್ಞರನ್ನು ವಿಮರ್ಶೆಯ ಠಾಣದಲ್ಲಿ ಕಾಣದೇ ದರಕಾಗೀಗೇ ಸಂದದ್ದು. ಅದಿಲ್ಲದ್ದು ನಮ್ಮ ನಡುವಿನ ಕೆಲ ವಿಮರ್ಶಕರು (?) ಕಾರ್ಯಕ್ರಮಕ್ಕೂ ಹೋಗದೆ ಇದ್ದಲ್ಲಿಗೇ ವರದಿ ತರಿಸಿಕೊಂಡು ತೇಪೆ ಹಚ್ಚಿ ಬಣ್ಣ ಹೊಡೆದು ಪ್ರಕಟಿಸುವ ಅನುಗ್ರಹ ತೋರಿಸುತ್ತಾರೆ. ಅದಕ್ಕೂ ಹಮ್ಮುದಿವ್ವಿನ ಭಿನ್ನವೆತ್ತಲೆಯ ಫಲಕ ನೀಡಿ ಫಲತಾಂಬೂಲವಿಟ್ಟು ಇಂದ್ರ-ಚಂದ್ರನೆನ್ನಬೇಕು! [11,99,435,362]
paragraph: ಎಂಬ ಭ್ರಮೆ. ಹಾಗಾಗಿ ಬರಬರುತ್ತಾ ಬಹುತೇಕ ಶೇ.95 ಕಲಾವಿಮರ್ಶೆಗಳದ್ದು ಒಂದೇ ಪಲ್ಲವಿ ಅದೇ ರಾಗ, ಅದೇ ಹಾಡು, ಅದೇ ಪುಂಗಿ. ಬಹುಶಃ ವಿಮರ್ಶೆಗಳೆನ್ನುವುದು ಬರೆಸಿಕೊಳ್ಳುವ ಅಥವಾ ಓದುವ ಪ್ರವೃತ್ತಿ ಇಂದಿನ ಓದುಗರಿಗೆ ಇರುವುದು ಬಲು ಕಡಿಮೆಯೇ ಇಲ್ಲವೇ ಇಲ್ಲ ಎಂದರೆ ಅತಿಶಯೋಕ್ತಿ ಖಂಡಿತ ಅಲ್ಲ. ಏಕೆಂದರೆ ಕಲಾವಿಮರ್ಶೆ ಹೊತ್ತು ಬರುವ ಪುರವಣಿಗಳನ್ನು ಓದುವವರ ಸಂಖ್ಯೆಯನ್ನು ಸುಮ್ಮನೆ ಹಾಗೊಮ್ಮೆ ಗಣಿಸಿ ಹೊರಟರೆ ಅದರಲ್ಲಿ ಕೇವಲ 25%ರಷ್ಟು ಮಾತ್ರ ಶ್ರೀಸಾಮಾನ್ಯ ಓದುಗರಿರುತ್ತಾರೆ! [473,1091,907,1188]
line-item: ವಾತನಿಗೆ ಪ್ರಸಿದ್ಧಿ [926,1620,992,1636]
masthead-rule-left [10,29,700,33]
bullet-item: ವಿಮರ್ಶೆ ಬರೆಯ [926,1594,1321,1615]
bullet-list [1340,535,1759,786]
column-3-bottom [926,1089,1321,2064]
column-1 [11,99,435,2064]
paragraph: ಈ ಸಂದರ್ಭದಲ್ಲಿ ವಿಮರ್ಶಕಿಯೆಂಬ ವಿನಯದಿಂದಲೇ ನನ್ನ ಅನುಭವದ ಆಯಾಮದಲ್ಲಿ ಕೆಲವು ವಿಚಾರಗಳನ್ನು ಮುಂದಿಡುತ್ತೇನೆ. [11,1264,435,1300]
paragraph: ಪ್ರತಿಯೋರ್ವ ಪ್ರೇಕ್ಷಕನ ಕಲಾನುಭವದ ಪ್ರಪಂಚವೂ ಭಿನ್ನ ವಿಭಿನ್ನ. ಒಬ್ಬನ ಪ್ರತಿಕ್ರಿಯೆಯಿದ್ದಂತೆ ಮತ್ತೊಬ್ಬನದ್ದು ಇರಬೇಕೆಂದಿಲ್ಲ. ಜತೆಗೆ ಆಯಾಯ ಕಾಲ, ದೇಶ, ವಸ್ತು, ಪರಿಸ್ಥಿತಿ, ಅರಿವು, ಅಸ್ವಾದನೆಗೆ ಅನುರೂಪವಾಗಿ ಪ್ರತಿಕ್ರಿಯೆಯೂ ಬೇರೆ ಬೇರೆ ಮುಖಗಳಲ್ಲಿರುವ ಇರುತ್ತದೆ. ಅವರವರ ಮೂಗಿನ ಗ್ರಂಥಿಗಳಿಗೆ ತಕ್ಕಂತೆ ವಾಸನಾಪ್ರಪಂಚದ ವಿಸ್ತೀರ್ಣ. ಆ ನಿಟ್ಟಿನಲ್ಲಿ ಯೋಚಿಸಿದಾಗ ವಿಮರ್ಶೆಯೆಂಬುದು ಈ ವೈಯಕ್ತಿಕ ಅನುಭವಾವಿಶೇಷವನ್ನು ಸಾರ್ವತ್ರಿಕರಣಗೊಳಿಸುವ ಒಂದು ಅಪರಾಧ ಎಂದರೆ ತಪ್ಪೇನೂ ಆಗಲಾರದು. ಆದರೆ ಈ ಸಾರ್ವತ್ರಿಕರಣಗೊಳಿಸುವ ಹಂತ ಎಷ್ಟು ಜನರ ಮನಸ್ಸಿನ ಒಗ-ನಗೆಗಳನ್ನು ಹೊಕ್ಕು ಬಂದಿದೆ, ಎಷ್ಟರಮಟ್ಟಿಗೆ ಕಲಾಹೃದಯ-ಸೌಂದರ್ಯದ ಮೌಲ್ಯಕ್ಕೆ ಪತ್ರಿರವಾಗಿದೆ ಎಂಬುದರಲ್ಲೇ ವಿಮರ್ಶೆಯೆಂಬುದರ ಸೊಗಸು, ಗಟ್ಟಿತನ ಅಡಗಿರುವುದು. [11,405,435,564]
masthead [0,0,1770,57]
subhead: ಇರಲಿ ಮೌಲ್ಯ - ಮನೋಸ್ಪಂದನ... [1340,1113,1490,1129]
line-item: ಬರೆಯುವ [926,1702,970,1717]
paragraph: ಪ್ರಕಾರಗಳ ಹೆಸರನ್ನು ಒಂದೊಂದಾಗಿ ಹೆಸರಿಸಿ ಅವುಗಳ ಮುಂದೆಲ್ಲ 'ಸೊಗಸಾಗಿ', 'ಮನೋಜ್ಞವಾಗಿ', 'ರಮಣೀಯವಾಗಿ', 'ಸುಂದರವಾಗಿ' ಎಂದೆಲ್ಲ ವಿಶೇಷಣಗಳನ್ನು (ಯೋಗ್ಯತೆಯಿಲ್ಲದಿದ್ದರೂ) ಸೇರಿಸುತ್ತ ಕಲಾವಿದರನ್ನು ಅಟ್ಟಕ್ಕೇರಿಸುವ ಪುರಾತನ ಶಬ್ದಾಲಂಭ್ಯಗಳೆಲ್ಲ ಕ್ಲೀಷೆಗಳಾಗಿ ಅಧ್ವಾನವಾಗಲೋ ಅರ್ಥ ಕಳೆದುಕೊಂಡುಬಿಟ್ಟವೆ. ಓದುಗರಿಗೆ ಇಂತಹ ಕಲಾವಿಮರ್ಶೆಗಳಿಂದ ಆಗಬೇಕಾದದ್ದು ಏನೂ ಇಲ್ಲ ಎಂದು ಅಧ್ವಾನವಾಗಲೋ ಅನಿಸಿಯೂ ಆಗಿದೆ. ಅದರೆನು ಮಾಡೋಣ, ಹೆಚ್ಚಿನ ಬಾರಿ ಕಲಾವಿಮರ್ಶಕರುಗಳು ಬರೆಯುವವರಿಗೆ ಕಲೆಯ ಕುರಿತು ಪರಿಕಲ್ಪನೆಯಿರುವುದಿಲ್ಲ, ಕಲೆಯ ಆಳ ಅಗಲಗಳನ್ನು ತಿಳಿದಿರುವವರಿಗೆ ಬರವಣಿಗೆಯ ಸೂಕ್ಷ್ಮಗಳು ತಿಳಿಯುವುದಿಲ್ಲ. ಇನ್ನೊಂದಷ್ಟು ಮಂದಿಗೆ ತಾವು ತಿಳಿದ ಪ್ರಪಂಚದೊಳಗಿದ್ದರೇ ಮಾತ್ರ ಕಲೆ, ಇಲ್ಲವಾದರೆ ಅಲ್ಲ. [473,112,917,270]
pull-quote: ಯಾವುದೇ ಕಲಾವಿಮರ್ಶೆಯ ವಸ್ತು, ಆಶಯ ಸವಕಲೆನಿಸುವ ಪರಿಭಾಷೆಗಳ ಕೋಟೆಯಲ್ಲಿ ಕಳೆದುಹೋಗಬಾರದು. ಅಷ್ಟಕ್ಕೂ ಓದುಗನಿಗೆ ವಿಮರ್ಶೆಯ ಮೂಲಕ ಬೇಕಾಗಿರುವುದು ಅಕ್ಷರಗಳಲ್ಲಿ ಕಲಾಭೂಮಿಕೆಯ ಮರುಪ್ರಸ್ತುತಿಯೇ ವಿನಾ ಹಳಸಲು ಶಬ್ದಗಳ ಹೊಗಳಿಕೆ, ಜಿಗುಟು ಪಾರಿಭಾಷಿಕ ಪದಗಳ ವಿವರಣೆಯಲ್ಲ [941,109,1296,390]
line-list [926,1533,1321,1595]
paragraph: ವಿಮರ್ಶೆಯ ಕ್ಷೇತ್ರ ಇಂದು ನಿನ್ನೆಯ ಉದ್ಭವವಲ್ಲ, ವಾಲ್ಮೀಕಿ-ಕಾಳಿದಾಸ- ಭಾಸಾದಿಗಳಿಂದ ಮೊದಲ್ಗೊಂಡು ಸಾಹಿತ್ಯ ಮತ್ತು ಕಲಾಪರಿವೇಷದ ಅಷ್ಟೂ ಸಾಧ್ಯತೆಗಳನ್ನೂ ಅವಲೋಕಿಸಿಕೊಂಡು ಸನಾತನವಾಗಿದೆ ಲೀಲಮಿಯ ಧರ್ಮ. ಆದರೆ ಸಾಹಿತ್ಯದ ವಿಮರ್ಶೆ ಬರಬರುತ್ತ ಕೃತಿಯನ್ನೇ ಮಸುಳಿಸಿ ಜಿಗಿಯುತ್ತಿರುವಾಗಲೇ ಕಲಾವಿಮರ್ಶೆಯು ಅವಲೋಕನ-ಅನಿಸಿಕೆ-ವರದಿಯ ರೂಪ ಪಡೆದುಕೊಂಡಿದೆ. ಮನೋರಂಜನೆಯ ಮಾಧ್ಯಮ ಅಭಿಜಾತ್ಯದಿಂದ ಲಘುವಿನ ಕಡೆಗೆ ಹೊರಳಿದ್ದರ ಪರಿಣಾಮವೇ ಇದು. ಹಾಗೆ ನೋಡಿದರೆ ನೃತ್ಯಸಂಗೀತದ ವಿಮರ್ಶೆಗೆ ಹೋಲಿಸಿದರೆ ಯಕ್ಷಗಾನದ ಅಕ್ಷರಗಳು ಅಷ್ಟಾಗಿ ಬಡಕಲಾಗಿಲ್ಲ. [11,571,435,709]
bullet-item: ಅವರ ವಿಮರ್ಶೆ ಪಾರಿಭಾಷಿಕ ಪದಗಳಲ್ಲಿ ಮುಳುಗದೆ ಅನುಭವ ನಿಷ್ಠವಾಗಬೇಕು. ವಿಮರ್ಶಕನಾರನಿಗೆ ಬೇಕಿರುವುದು ಅನುಭವ ಮತ್ತು ಕಲಾಪ್ರದರ್ಶನದ ಕುರಿತ ಆ ಹೊತ್ತಿನ ಅನಿಸಿಕೆ ಮತ್ತು ಒಂದಷ್ಟು ಕಲೆಯೆಡೆಗಿನ ಸಹೃದಯತೆಯೇ ವಿನಾ ತಾಂತ್ರಿಕ ಜಾಟಿಲ್ಯದ ಮಾಹಿತಿ [473,1588,907,1650]
subhead: ಪರಿಮಳವಾಗಬೇಕಾದ್ದು ದುರ್ಗಂಧವಾಯಿತೇ? [11,730,198,746]
line-item: ಇರಬೇಕೆಂದು [926,1640,981,1656]
line-item: ಪ್ರಕಟವಾದ [926,1535,972,1551]
bullet-list [926,1594,1321,1615]
line-item: ಬಯಸಿದರೆ [926,1661,973,1676]
